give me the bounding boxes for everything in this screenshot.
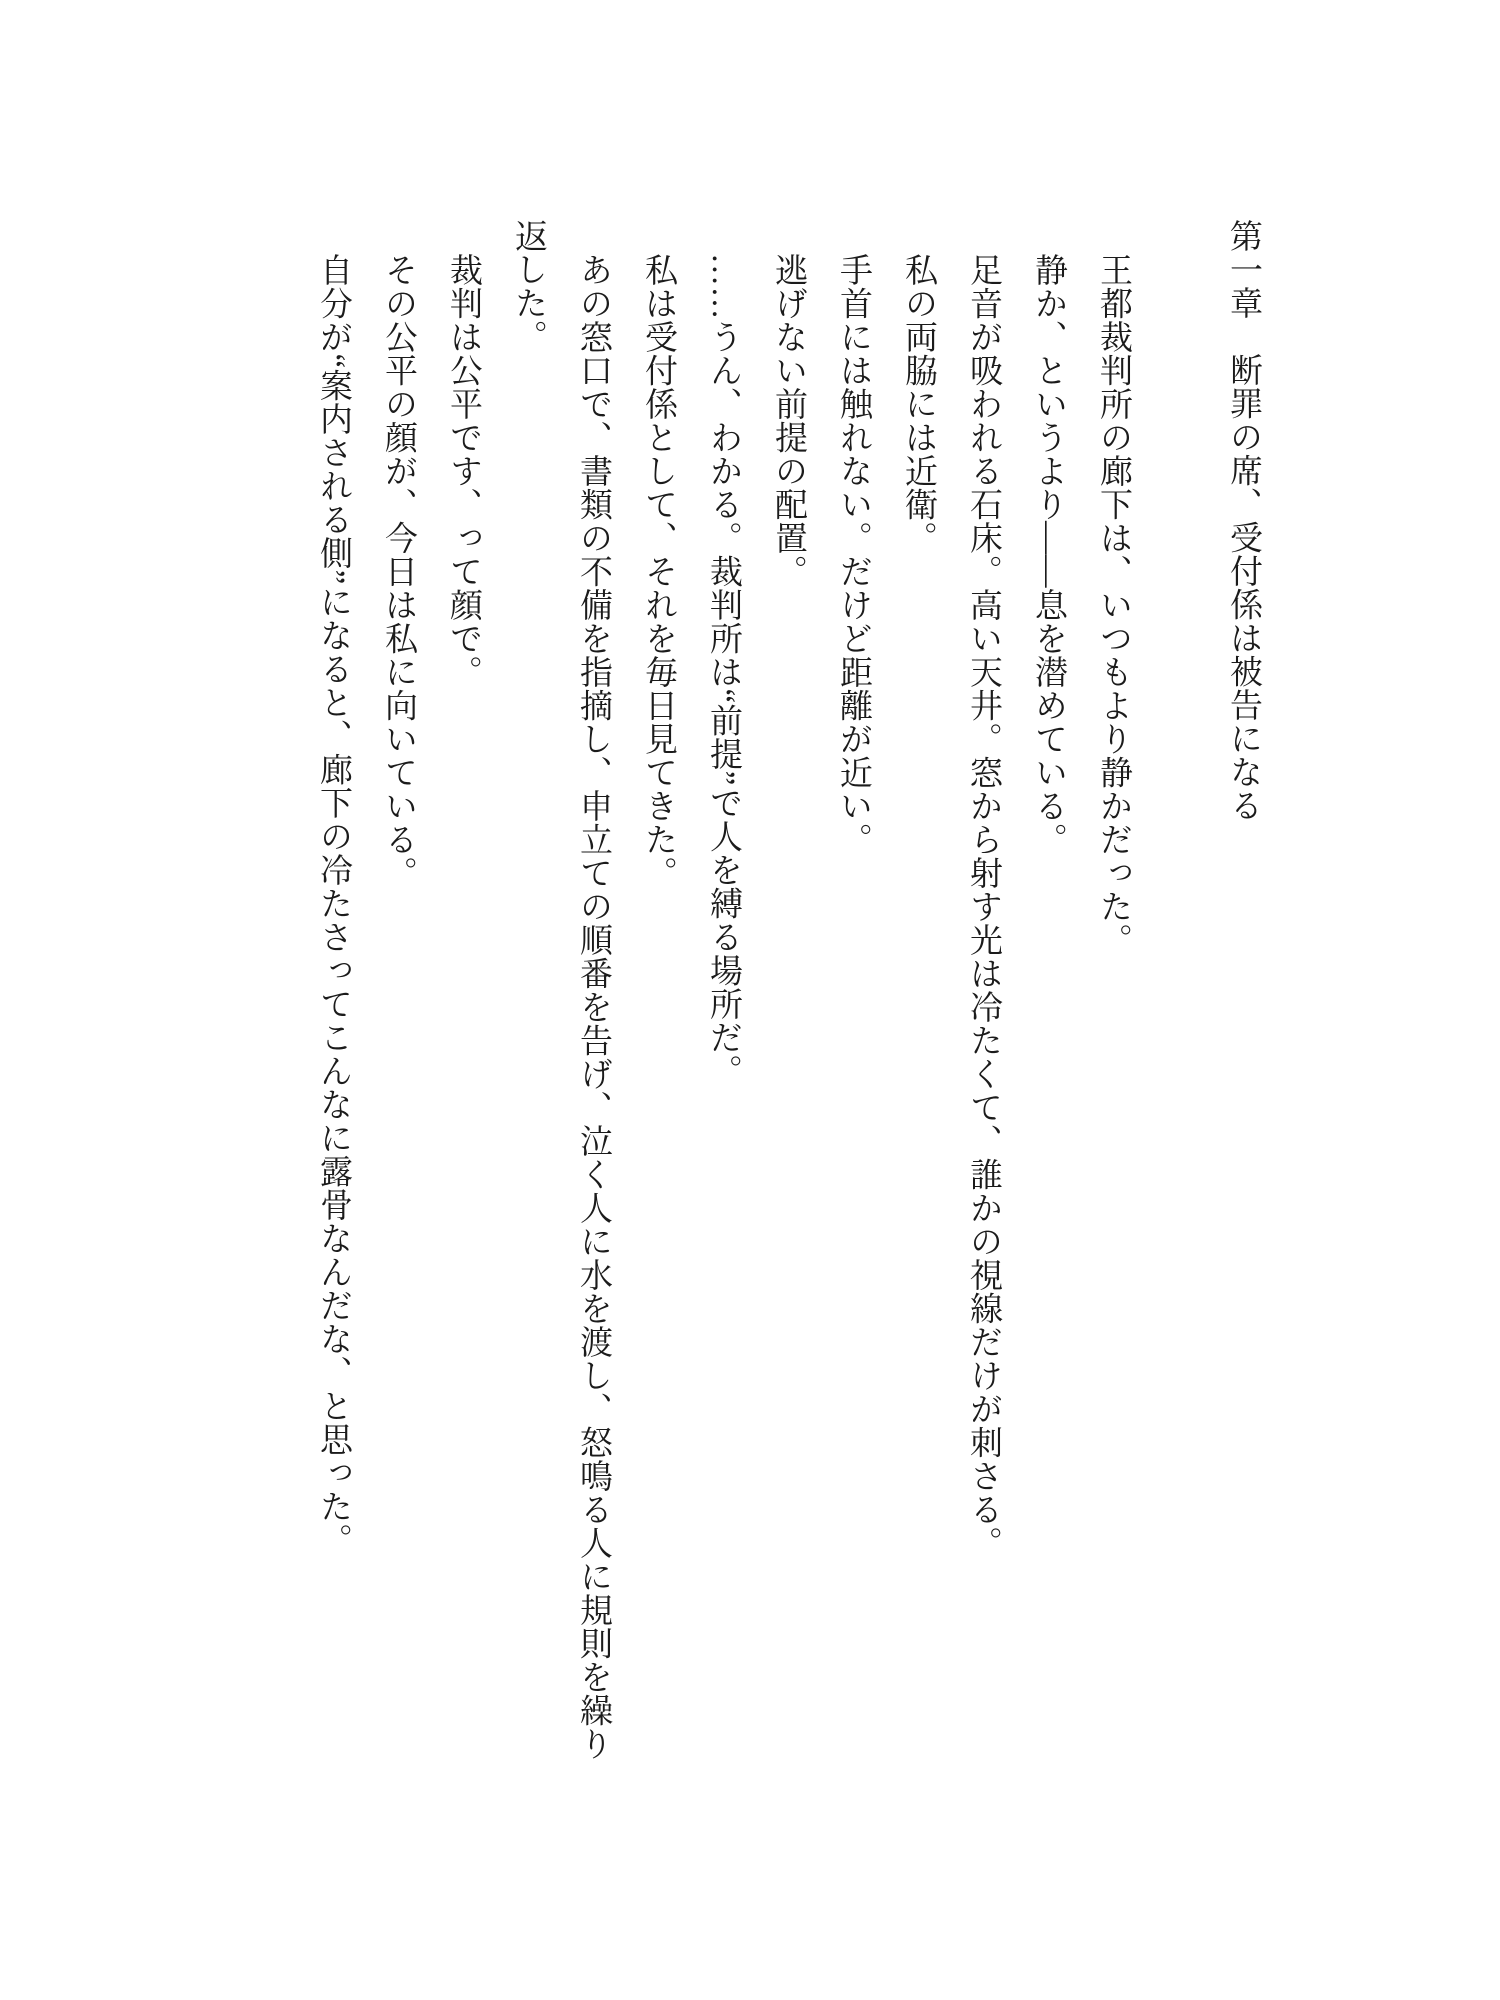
paragraph-line: あの窓口で、書類の不備を指摘し、申立ての順番を告げ、泣く人に水を渡し、怒鳴る人に規則を繰り	[575, 253, 611, 1761]
paragraph-line: 静か、というより――息を潜めている。	[1030, 253, 1066, 856]
paragraph-line: 逃げない前提の配置。	[770, 253, 806, 588]
vertical-text-flow	[300, 219, 1275, 1779]
paragraph-line-continuation: 返した。	[510, 219, 546, 353]
paragraph-line: 私は受付係として、それを毎日見てきた。	[640, 253, 676, 890]
paragraph-line: 私の両脇には近衛。	[900, 253, 936, 555]
paragraph-line: 足音が吸われる石床。高い天井。窓から射す光は冷たくて、誰かの視線だけが刺さる。	[965, 253, 1001, 1560]
chapter-title: 第一章 断罪の席、受付係は被告になる	[1225, 219, 1261, 822]
paragraph-line: 自分が“案内される側”になると、廊下の冷たさってこんなに露骨なんだな、と思った。	[315, 253, 351, 1557]
paragraph-line: ……うん、わかる。裁判所は“前提”で人を縛る場所だ。	[705, 253, 741, 1088]
paragraph-line: 王都裁判所の廊下は、いつもより静かだった。	[1095, 253, 1131, 957]
paragraph-line: その公平の顔が、今日は私に向いている。	[380, 253, 416, 890]
paragraph-line: 裁判は公平です、って顔で。	[445, 253, 481, 689]
paragraph-line: 手首には触れない。だけど距離が近い。	[835, 253, 871, 856]
